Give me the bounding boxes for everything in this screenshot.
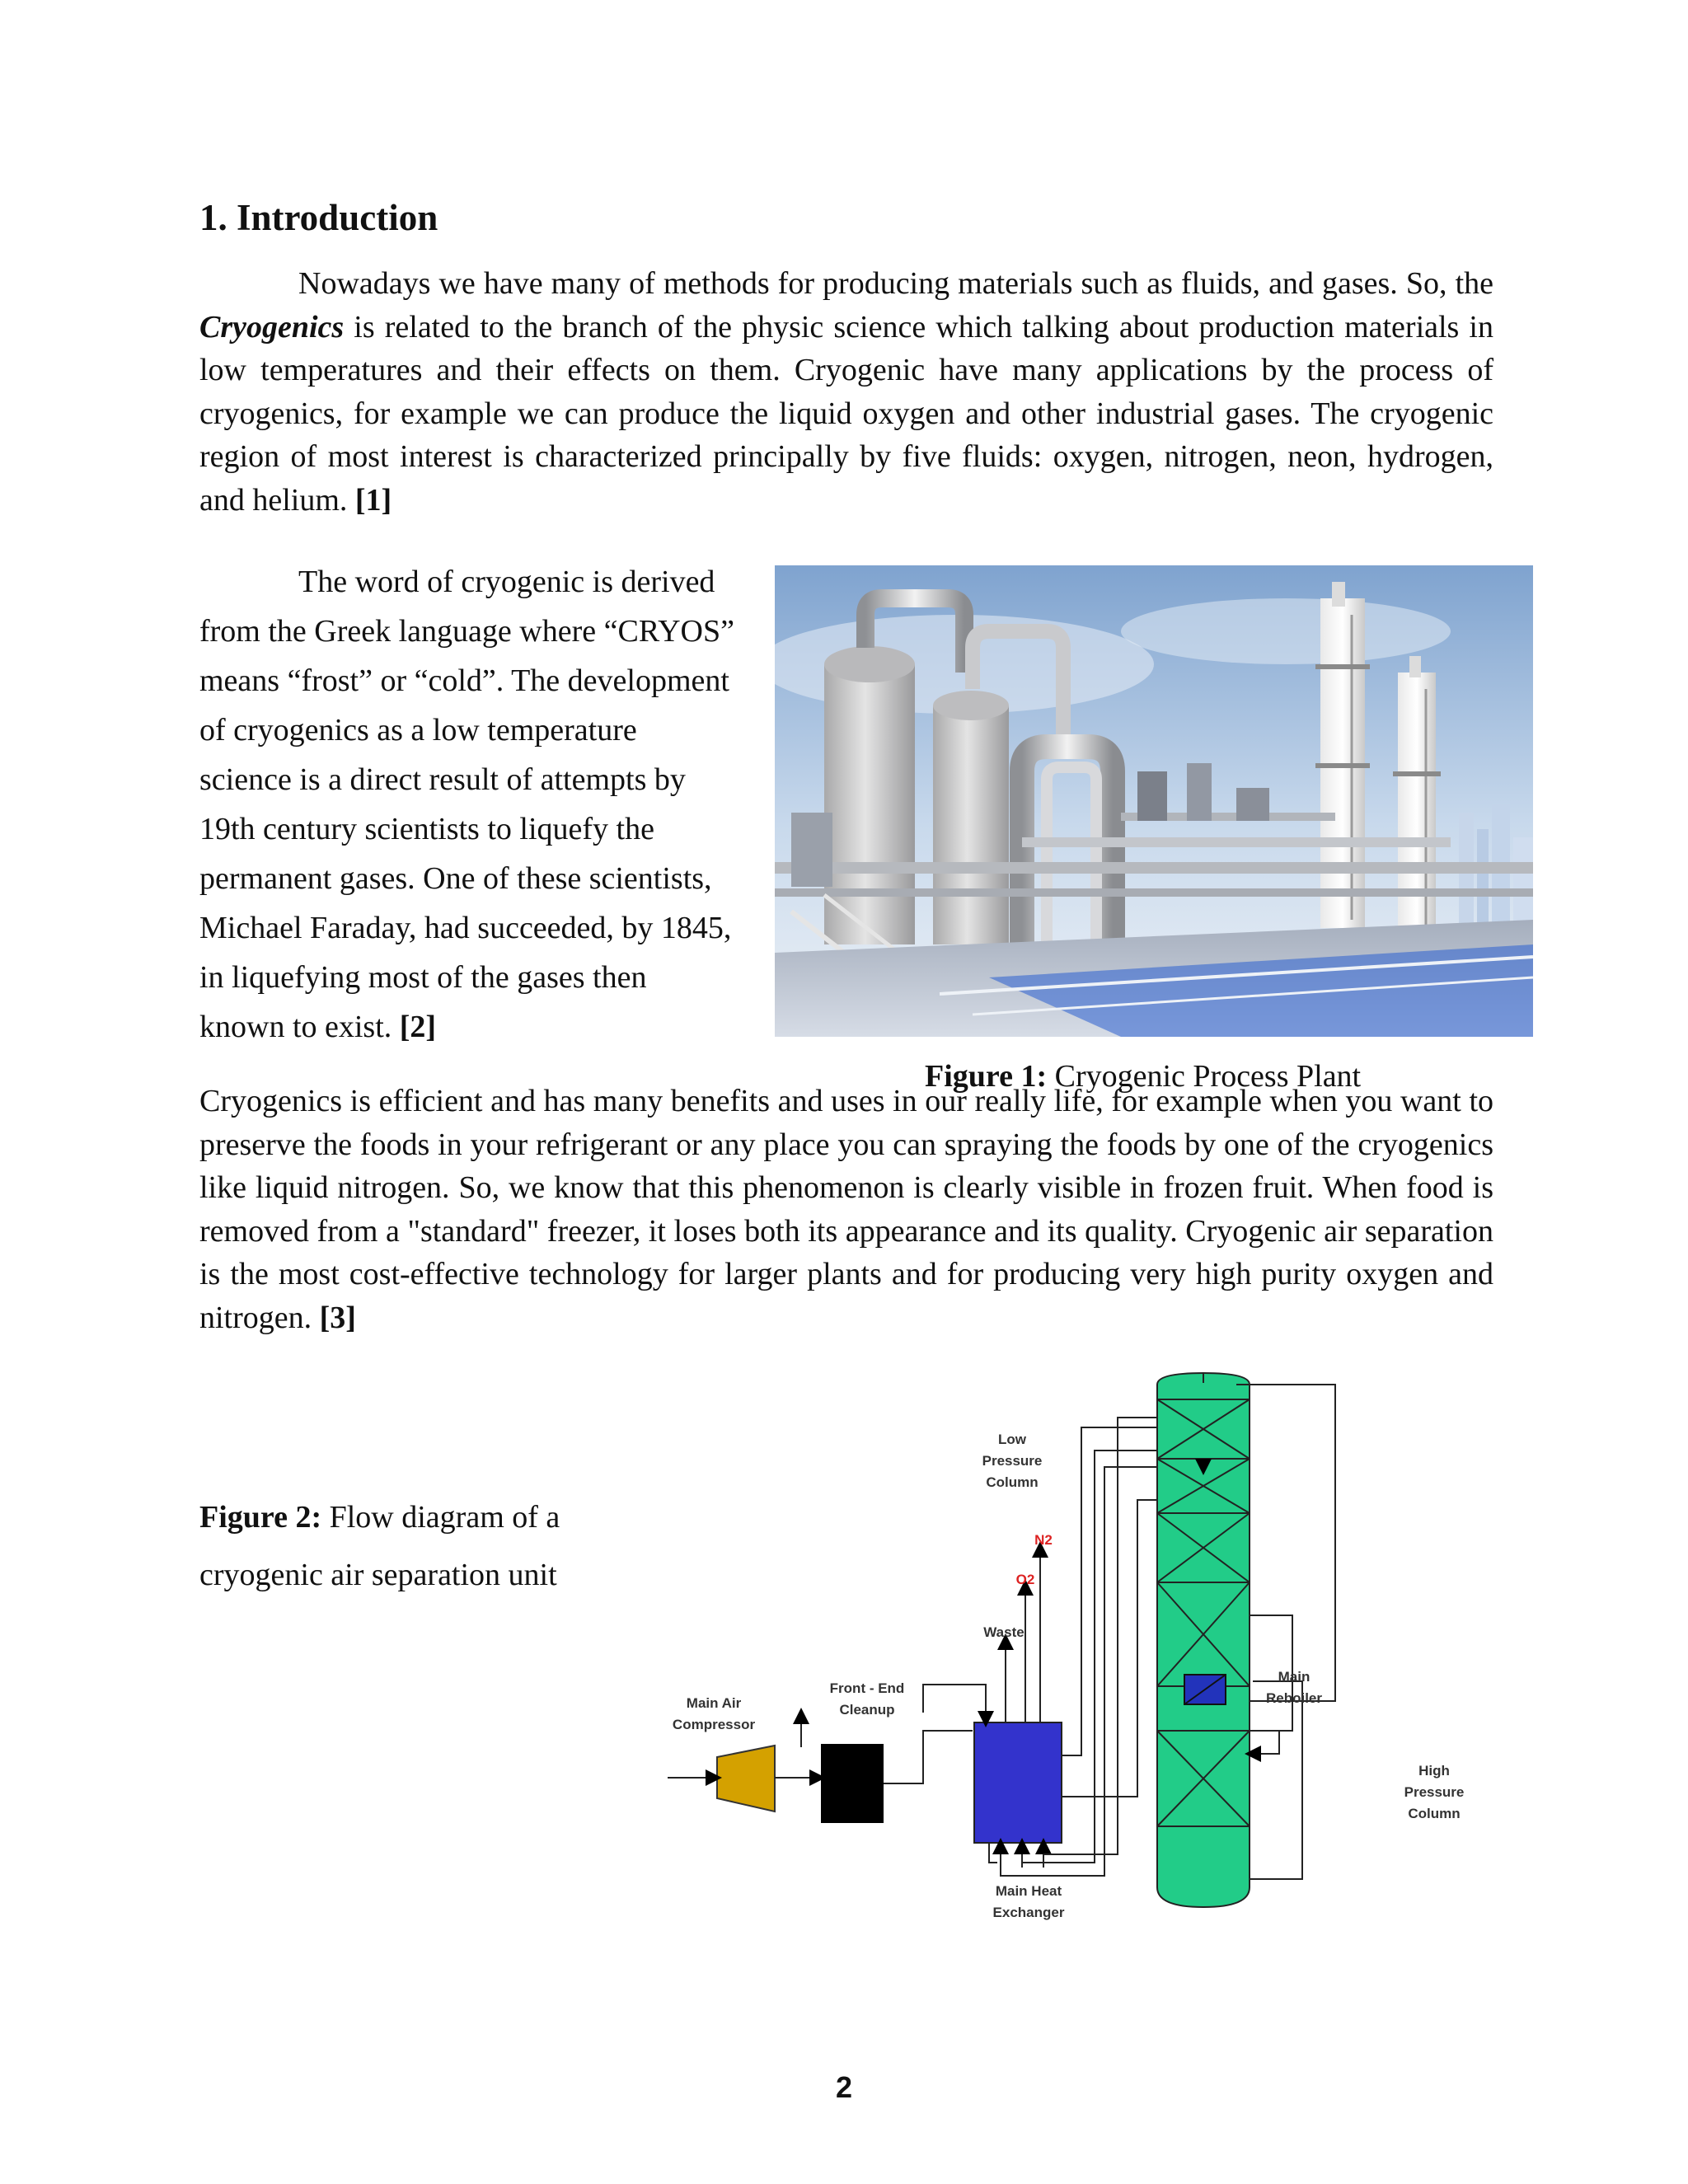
intro-text-2: is related to the branch of the physic science which talking about production materials in low temperatures and their effects on them. Cryogenic have many applications by the process of cryogenics, for example we can produce the liquid oxygen and other industrial gases. The cryogenic region of most interest is characterized principally by five fluids: oxygen, nitrogen, neon, hydrogen, and helium. bbox=[199, 309, 1493, 518]
figure-2-caption bbox=[199, 1488, 628, 1604]
label-main-air-1: Main Air bbox=[686, 1695, 742, 1711]
label-main-reboiler-2: Reboiler bbox=[1265, 1690, 1323, 1706]
citation-1: [1] bbox=[354, 482, 392, 518]
front-end-cleanup bbox=[821, 1744, 884, 1823]
label-main-reboiler-1: Main bbox=[1278, 1669, 1311, 1685]
label-high-pressure-2: Pressure bbox=[1404, 1784, 1465, 1800]
page-number: 2 bbox=[835, 2070, 853, 2104]
benefits-text: Cryogenics is efficient and has many benefits and uses in our really life, for example when you want to preserve the foods in your refrigerant or any place you can spraying the foods by one of the cryogenics like liquid nitrogen. So, we know that this phenomenon is clearly visible in frozen fruit. When food is removed from a "standard" freezer, it loses both its appearance and its quality. Cryogenic air separation is the most cost-effective technology for larger plants and for producing very high purity oxygen and nitrogen. bbox=[199, 1084, 1493, 1335]
label-front-end-2: Cleanup bbox=[839, 1702, 895, 1718]
air-separation-flow-diagram bbox=[659, 1368, 1517, 1929]
intro-paragraph bbox=[199, 262, 1493, 523]
label-low-pressure-1: Low bbox=[998, 1432, 1026, 1447]
label-n2: N2 bbox=[1034, 1532, 1053, 1548]
label-front-end-1: Front - End bbox=[829, 1680, 905, 1696]
figure-2-label: Figure 2: bbox=[199, 1500, 322, 1535]
citation-3: [3] bbox=[319, 1300, 356, 1335]
figure-2-text: Flow diagram of a cryogenic air separation unit bbox=[199, 1500, 560, 1592]
cryogenic-plant-photo bbox=[775, 565, 1533, 1037]
main-air-compressor bbox=[717, 1746, 775, 1811]
label-high-pressure-1: High bbox=[1418, 1763, 1450, 1779]
label-main-heat-2: Exchanger bbox=[992, 1905, 1065, 1920]
figure-1-text: Cryogenic Process Plant bbox=[1047, 1059, 1362, 1094]
etymology-text: The word of cryogenic is derived from the Greek language where “CRYOS” means “frost” or “cold”. The development of cryogenics as a low temperature science is a direct result of attempts by 19th century scientists to liquefy the permanent gases. One of these scientists, Michael Faraday, had succeeded, by 1845, in liquefying most of the gases then known to exist. bbox=[199, 565, 734, 1044]
citation-2: [2] bbox=[399, 1010, 437, 1044]
etymology-paragraph bbox=[199, 557, 735, 1052]
label-low-pressure-2: Pressure bbox=[982, 1453, 1043, 1469]
label-high-pressure-3: Column bbox=[1408, 1806, 1461, 1821]
label-waste: Waste bbox=[983, 1624, 1025, 1640]
label-main-air-2: Compressor bbox=[672, 1717, 756, 1732]
label-main-heat-1: Main Heat bbox=[995, 1883, 1062, 1899]
main-heat-exchanger bbox=[974, 1722, 1062, 1843]
figure-1-label: Figure 1: bbox=[925, 1059, 1048, 1094]
label-low-pressure-3: Column bbox=[986, 1474, 1039, 1490]
label-o2: O2 bbox=[1015, 1572, 1035, 1587]
section-heading: 1. Introduction bbox=[199, 197, 438, 238]
benefits-paragraph bbox=[199, 1080, 1493, 1340]
separation-column bbox=[1157, 1373, 1250, 1907]
intro-text-1: Nowadays we have many of methods for producing materials such as fluids, and gases. So, the bbox=[298, 266, 1493, 301]
cryogenics-emphasis: Cryogenics bbox=[199, 309, 345, 344]
